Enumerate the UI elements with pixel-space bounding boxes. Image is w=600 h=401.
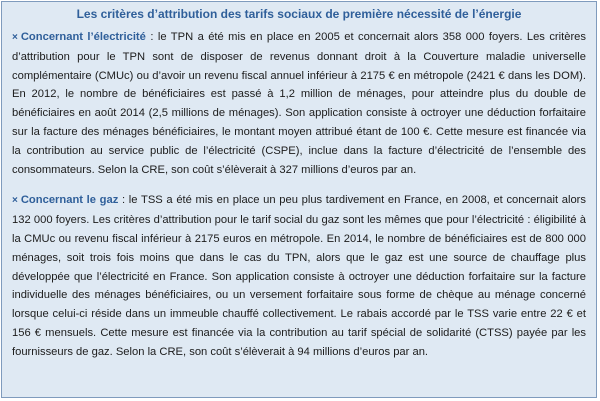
section-gas-heading: Concernant le gaz — [20, 194, 119, 207]
info-box — [1, 1, 597, 398]
section-gas-body: : le TSS a été mis en place un peu plus tardivement en France, en 2008, et concernait alors 132 000 foyers. Les critères d’attribution pour le tarif social du gaz sont les mêmes que pour l’électricité : éligibilité à la CMUc ou revenu fiscal inférieur à 2175 euros en métropole. En 2014, le nombre de bénéficiaires est de 800 000 ménages, soit trois fois moins que dans le cas du TPN, alors que le gaz est une source de chauffage plus développée que l’électricité en France. Son application consiste à octroyer une déduction forfaitaire sur la facture individuelle des ménages bénéficiaires, ou un versement forfaitaire sous forme de chèque au ménage concerné lorsque celui-ci réside dans un immeuble chauffé collectivement. Le rabais accordé par le TSS varie entre 22 € et 156 € mensuels. Cette mesure est financée via la contribution au tarif spécial de solidarité (CTSS) payée par les fournisseurs de gaz. Selon la CRE, son coût s’élèverait à 94 millions d’euros par an. — [12, 194, 586, 358]
section-electricity — [12, 28, 586, 179]
section-electricity-body: : le TPN a été mis en place en 2005 et concernait alors 358 000 foyers. Les critères d’attribution pour le TPN sont de disposer de revenus donnant droit à la Couverture maladie universelle complémentaire (CMUc) ou d’avoir un revenu fiscal annuel inférieur à 2175 € en métropole (2421 € dans les DOM). En 2012, le nombre de bénéficiaires est passé à 1,2 million de ménages, pour atteindre plus du double de bénéficiaires en août 2014 (2,5 millions de ménages). Son application consiste à octroyer une déduction forfaitaire sur la facture des ménages bénéficiaires, le montant moyen attribué étant de 100 €. Cette mesure est financée via la contribution au service public de l’électricité (CSPE), inclue dans la facture d’électricité de l’ensemble des consommateurs. Selon la CRE, son coût s’élèverait à 327 millions d’euros par an. — [12, 31, 586, 176]
cross-bullet-icon: × — [12, 32, 18, 43]
section-electricity-heading: Concernant l’électricité — [20, 31, 146, 43]
section-gas — [12, 191, 586, 361]
cross-bullet-icon: × — [12, 195, 18, 207]
box-title: Les critères d’attribution des tarifs sociaux de première nécessité de l’énergie — [76, 7, 522, 21]
